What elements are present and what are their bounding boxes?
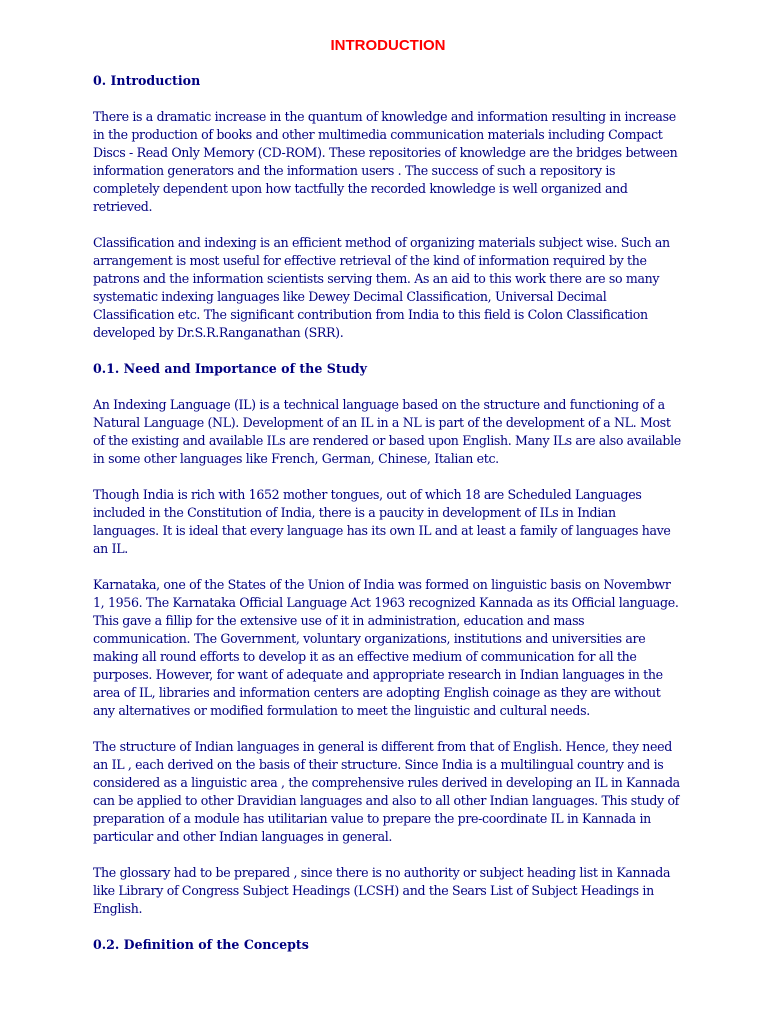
paragraph: The structure of Indian languages in general is different from that of English. Hence, they need an IL , each derived on the basis of their structure. Since India is a multilingual country and is considered as a linguistic area , the comprehensive rules derived in developing an IL in Kannada can be applied to other Dravidian languages and also to all other Indian languages. This study of preparation of a module has utilitarian value to prepare the pre-coordinate IL in Kannada in particular and other Indian languages in general. — [93, 739, 680, 844]
paragraph: Classification and indexing is an efficient method of organizing materials subject wise. Such an arrangement is most useful for effective retrieval of the kind of information required by the patrons and the information scientists serving them. As an aid to this work there are so many systematic indexing languages like Dewey Decimal Classification, Universal Decimal Classification etc. The significant contribution from India to this field is Colon Classification developed by Dr.S.R.Ranganathan (SRR). — [93, 235, 670, 340]
section-heading-definition: 0.2. Definition of the Concepts — [93, 937, 309, 952]
page-title: INTRODUCTION — [330, 37, 446, 54]
paragraph: There is a dramatic increase in the quantum of knowledge and information resulting in increase in the production of books and other multimedia communication materials including Compact Discs - Read Only Memory (CD-ROM). These repositories of knowledge are the bridges between information generators and the information users . The success of such a repository is completely dependent upon how tactfully the recorded knowledge is well organized and retrieved. — [93, 109, 678, 214]
paragraph: The glossary had to be prepared , since there is no authority or subject heading list in Kannada like Library of Congress Subject Headings (LCSH) and the Sears List of Subject Headings in English. — [93, 865, 671, 916]
paragraph: Though India is rich with 1652 mother tongues, out of which 18 are Scheduled Languages included in the Constitution of India, there is a paucity in development of ILs in Indian languages. It is ideal that every language has its own IL and at least a family of languages have an IL. — [93, 487, 671, 556]
document-page — [93, 36, 683, 972]
section-heading-need-importance: 0.1. Need and Importance of the Study — [93, 361, 367, 376]
paragraph: Karnataka, one of the States of the Union of India was formed on linguistic basis on Novembwr 1, 1956. The Karnataka Official Language Act 1963 recognized Kannada as its Official language. This gave a fillip for the extensive use of it in administration, education and mass communication. The Government, voluntary organizations, institutions and universities are making all round efforts to develop it as an effective medium of communication for all the purposes. However, for want of adequate and appropriate research in Indian languages in the area of IL, libraries and information centers are adopting English coinage as they are without any alternatives or modified formulation to meet the linguistic and cultural needs. — [93, 577, 679, 718]
paragraph: An Indexing Language (IL) is a technical language based on the structure and functioning of a Natural Language (NL). Development of an IL in a NL is part of the development of a NL. Most of the existing and available ILs are rendered or based upon English. Many ILs are also available in some other languages like French, German, Chinese, Italian etc. — [93, 397, 681, 466]
section-heading-introduction: 0. Introduction — [93, 73, 201, 88]
